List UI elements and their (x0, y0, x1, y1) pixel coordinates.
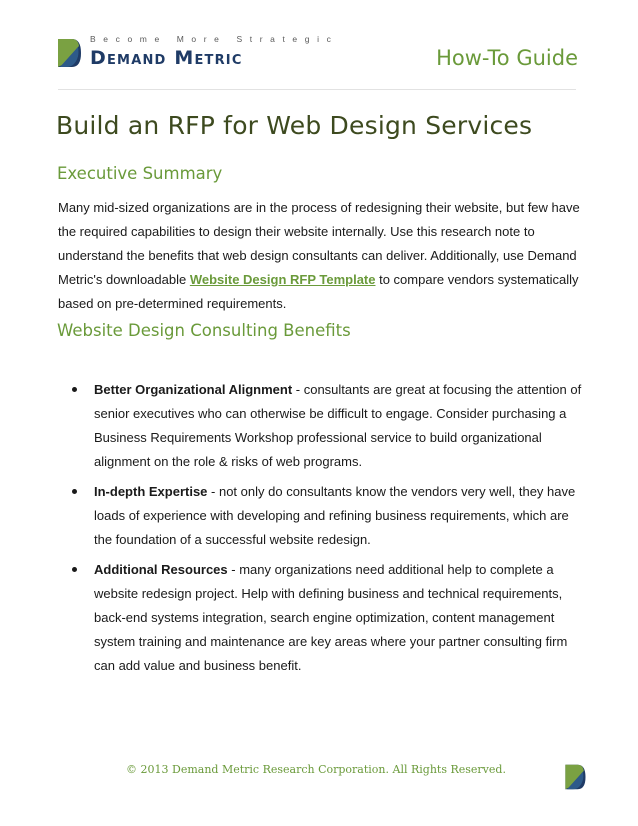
summary-line: understand the benefits that web design consultants can deliver. Additionally, use Demand (58, 248, 577, 263)
website-design-rfp-template-link[interactable]: Website Design RFP Template (189, 272, 376, 287)
benefit-line: Business Requirements Workshop professional service to build organizational (94, 430, 542, 445)
brand-tagline: Become More Strategic (90, 34, 339, 44)
demand-metric-logo-icon (56, 37, 82, 69)
executive-summary-paragraph (58, 196, 582, 316)
summary-line: Many mid-sized organizations are in the process of redesigning their website, but few have (58, 200, 580, 215)
benefit-title: Better Organizational Alignment (94, 382, 293, 397)
benefit-text: - many organizations need additional help to complete a (227, 562, 554, 577)
bullet-icon (72, 567, 77, 572)
benefit-line: website redesign project. Help with defining business and technical requirements, (94, 586, 563, 601)
benefit-text: - not only do consultants know the vendors very well, they have (207, 484, 576, 499)
demand-metric-logo-icon (562, 763, 588, 791)
summary-line: based on pre-determined requirements. (58, 296, 287, 311)
benefits-heading: Website Design Consulting Benefits (57, 321, 351, 340)
summary-text: Metric's downloadable (58, 272, 190, 287)
benefit-line: alignment on the role & risks of web programs. (94, 454, 363, 469)
summary-text: to compare vendors systematically (375, 272, 579, 287)
benefit-title: In-depth Expertise (94, 484, 208, 499)
bullet-icon (72, 387, 77, 392)
header-divider (58, 89, 576, 90)
benefit-text (94, 378, 586, 474)
guide-type-label: How-To Guide (436, 46, 578, 70)
summary-line: the required capabilities to design their website internally. Use this research note to (58, 224, 535, 239)
benefit-line: loads of experience with developing and refining business requirements, which are (94, 508, 569, 523)
benefit-line (94, 378, 586, 402)
benefit-text (94, 558, 586, 678)
benefit-line (94, 558, 586, 582)
benefit-line: can add value and business benefit. (94, 658, 302, 673)
benefit-line: system training and maintenance are key areas where your partner consulting firm (94, 634, 568, 649)
benefit-line (94, 480, 586, 504)
benefit-title: Additional Resources (94, 562, 228, 577)
document-title: Build an RFP for Web Design Services (56, 111, 533, 140)
executive-summary-heading: Executive Summary (57, 164, 223, 183)
footer-copyright: © 2013 Demand Metric Research Corporation. All Rights Reserved. (126, 763, 506, 776)
benefit-line: senior executives who can otherwise be difficult to engage. Consider purchasing a (94, 406, 567, 421)
benefit-text (94, 480, 586, 552)
brand-logo (56, 34, 339, 74)
brand-name: Demand Metric (90, 47, 243, 69)
benefit-line: the foundation of a successful website redesign. (94, 532, 371, 547)
bullet-icon (72, 489, 77, 494)
summary-line (58, 268, 582, 292)
benefit-line: back-end systems integration, search engine optimization, content management (94, 610, 555, 625)
benefit-text: - consultants are great at focusing the attention of (292, 382, 582, 397)
